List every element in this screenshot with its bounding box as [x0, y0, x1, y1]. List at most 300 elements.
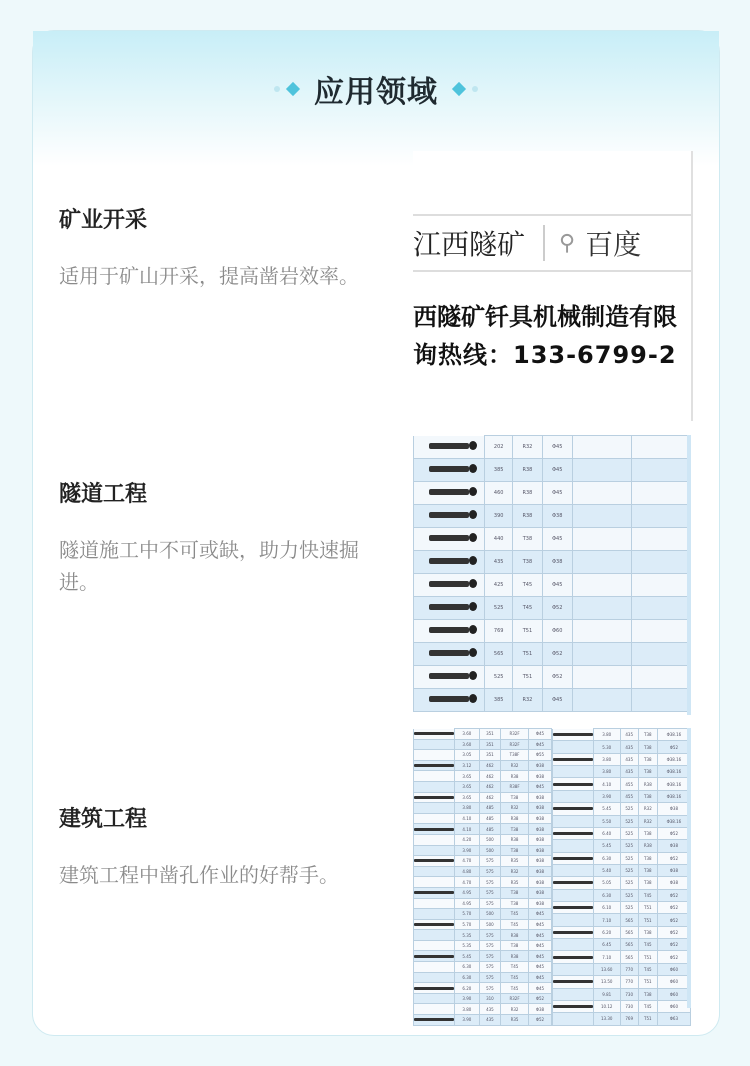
table-row [553, 766, 691, 778]
table-row [553, 951, 691, 963]
table-cell: 385 [485, 459, 513, 482]
application-card [32, 30, 720, 1036]
table-cell: 3.80 [594, 766, 621, 778]
table-cell: 3.90 [455, 845, 480, 856]
table-cell: T38 [638, 741, 657, 753]
table-cell: 435 [479, 1015, 501, 1026]
table-cell: T38 [638, 864, 657, 876]
drill-rod-icon [553, 827, 594, 839]
drill-rod-icon [414, 887, 455, 898]
drill-rod-icon [553, 766, 594, 778]
table-row [414, 1004, 552, 1015]
table-row [414, 845, 552, 856]
table-cell: 435 [620, 766, 638, 778]
table-cell: 4.80 [455, 866, 480, 877]
table-cell: Φ52 [657, 939, 690, 951]
drill-rod-icon [414, 866, 455, 877]
table-cell: 7.10 [594, 914, 621, 926]
drill-rod-icon [414, 551, 485, 574]
table-cell: Φ38 [542, 551, 572, 574]
table-cell: 9.81 [594, 988, 621, 1000]
table-cell [573, 620, 632, 643]
table-cell: R32 [513, 436, 542, 459]
table-cell: R38 [501, 834, 529, 845]
table-cell: 6.45 [594, 939, 621, 951]
table-cell: Φ38.16 [657, 790, 690, 802]
table-cell [632, 528, 691, 551]
hotline-text: 询热线：133-6799-2 [413, 341, 677, 369]
table-cell: Φ45 [542, 482, 572, 505]
drill-rod-icon [414, 459, 485, 482]
table-row [414, 962, 552, 973]
table-cell: Φ52 [657, 827, 690, 839]
table-cell: 575 [479, 877, 501, 888]
table-cell: 3.90 [594, 790, 621, 802]
table-cell: Φ38 [528, 887, 551, 898]
product-table-image-2 [413, 728, 691, 1023]
table-cell: 5.70 [455, 919, 480, 930]
item-heading: 建筑工程 [59, 807, 148, 832]
table-cell [573, 551, 632, 574]
table-cell: 5.45 [455, 951, 480, 962]
table-cell: Φ45 [528, 739, 551, 750]
table-cell: 435 [485, 551, 513, 574]
table-cell: 351 [479, 750, 501, 761]
table-cell: 425 [485, 574, 513, 597]
table-cell: 565 [620, 951, 638, 963]
table-cell: 565 [485, 643, 513, 666]
table-cell: T45 [501, 972, 529, 983]
table-cell: 13.50 [594, 976, 621, 988]
table-cell: 440 [485, 528, 513, 551]
table-cell: 3.90 [455, 993, 480, 1004]
drill-rod-icon [553, 803, 594, 815]
table-cell: Φ55 [528, 750, 551, 761]
drill-rod-icon [414, 962, 455, 973]
table-cell [632, 574, 691, 597]
table-cell: 575 [479, 866, 501, 877]
table-cell: 525 [620, 840, 638, 852]
table-cell: 3.12 [455, 760, 480, 771]
table-row [553, 864, 691, 876]
table-cell: 575 [479, 930, 501, 941]
table-cell: 5.45 [594, 840, 621, 852]
table-cell: T51 [638, 976, 657, 988]
table-cell: 3.60 [455, 739, 480, 750]
table-row [414, 983, 552, 994]
table-row [553, 741, 691, 753]
table-cell: T51 [638, 902, 657, 914]
table-cell: 3.80 [594, 729, 621, 741]
table-cell: T45 [638, 963, 657, 975]
table-cell: Φ38 [528, 877, 551, 888]
table-row [553, 815, 691, 827]
table-cell: 525 [485, 666, 513, 689]
table-cell: 525 [620, 827, 638, 839]
drill-rod-icon [414, 597, 485, 620]
table-cell: Φ52 [657, 951, 690, 963]
table-cell: 5.45 [594, 803, 621, 815]
drill-rod-icon [414, 760, 455, 771]
table-cell: 500 [479, 834, 501, 845]
table-cell: R32F [501, 993, 529, 1004]
table-cell: Φ38.16 [657, 729, 690, 741]
drill-rod-icon [414, 729, 455, 740]
table-row [414, 930, 552, 941]
table-cell: 769 [485, 620, 513, 643]
table-cell: 462 [479, 760, 501, 771]
table-cell: T38 [501, 792, 529, 803]
table-cell: 3.80 [455, 803, 480, 814]
table-cell: R32 [638, 803, 657, 815]
drill-rod-icon [553, 877, 594, 889]
drill-rod-icon [553, 778, 594, 790]
table-cell: Φ52 [657, 914, 690, 926]
table-cell: Φ52 [657, 889, 690, 901]
table-cell: Φ45 [528, 940, 551, 951]
table-cell: Φ52 [528, 1015, 551, 1026]
table-cell: Φ45 [528, 729, 551, 740]
table-cell: Φ52 [542, 643, 572, 666]
table-cell: 575 [479, 856, 501, 867]
table-cell: 770 [620, 963, 638, 975]
table-cell: Φ38 [528, 824, 551, 835]
table-cell [632, 620, 691, 643]
table-cell: 435 [620, 753, 638, 765]
drill-rod-icon [414, 856, 455, 867]
table-cell: 565 [620, 939, 638, 951]
table-cell: 575 [479, 962, 501, 973]
table-cell: 525 [620, 889, 638, 901]
table-cell: R32F [501, 729, 529, 740]
table-row [553, 827, 691, 839]
table-cell [632, 505, 691, 528]
table-cell: 485 [479, 824, 501, 835]
table-row [553, 976, 691, 988]
table-row [414, 436, 691, 459]
spec-table-1 [413, 435, 691, 712]
drill-rod-icon [414, 643, 485, 666]
table-cell: 385 [485, 689, 513, 712]
table-row [414, 1015, 552, 1026]
table-cell: Φ45 [542, 528, 572, 551]
drill-rod-icon [553, 864, 594, 876]
drill-rod-icon [414, 919, 455, 930]
table-cell: T38F [501, 750, 529, 761]
table-cell: 455 [620, 790, 638, 802]
table-cell: 3.65 [455, 781, 480, 792]
table-cell: 455 [620, 778, 638, 790]
table-cell: 485 [479, 813, 501, 824]
table-row [553, 803, 691, 815]
table-row [553, 988, 691, 1000]
table-cell [573, 482, 632, 505]
table-cell: Φ38 [528, 760, 551, 771]
table-cell: T38 [638, 729, 657, 741]
drill-rod-icon [553, 902, 594, 914]
table-cell [632, 436, 691, 459]
drill-rod-icon [553, 852, 594, 864]
drill-rod-icon [553, 914, 594, 926]
table-cell: T38 [501, 898, 529, 909]
table-cell: T38 [638, 790, 657, 802]
table-cell: T45 [501, 919, 529, 930]
drill-rod-icon [414, 792, 455, 803]
table-cell: 3.05 [455, 750, 480, 761]
drill-rod-icon [414, 877, 455, 888]
table-row [553, 778, 691, 790]
table-cell [632, 689, 691, 712]
table-cell: R38 [501, 813, 529, 824]
table-row [553, 914, 691, 926]
table-row [414, 574, 691, 597]
table-cell: 525 [620, 902, 638, 914]
table-row [414, 877, 552, 888]
table-cell: 6.30 [594, 889, 621, 901]
table-cell: 5.40 [594, 864, 621, 876]
drill-rod-icon [553, 963, 594, 975]
table-cell: Φ45 [542, 574, 572, 597]
table-cell: T45 [501, 983, 529, 994]
table-cell: 435 [620, 741, 638, 753]
drill-rod-icon [553, 753, 594, 765]
drill-rod-icon [553, 939, 594, 951]
table-row [414, 771, 552, 782]
table-row [553, 1000, 691, 1012]
table-cell: 4.10 [455, 813, 480, 824]
table-cell: Φ52 [542, 666, 572, 689]
table-cell: Φ38.16 [657, 766, 690, 778]
table-cell: 6.20 [594, 926, 621, 938]
table-row [553, 729, 691, 741]
drill-rod-icon [414, 482, 485, 505]
table-cell [573, 459, 632, 482]
table-cell: T38 [638, 877, 657, 889]
drill-rod-icon [553, 926, 594, 938]
drill-rod-icon [414, 739, 455, 750]
table-cell: Φ52 [542, 597, 572, 620]
table-row [414, 551, 691, 574]
table-cell: T38 [638, 766, 657, 778]
table-cell: 3.65 [455, 771, 480, 782]
table-row [553, 790, 691, 802]
table-cell: T45 [513, 597, 542, 620]
table-cell: T38 [501, 887, 529, 898]
drill-rod-icon [553, 976, 594, 988]
product-table-image-1 [413, 435, 691, 715]
table-cell: Φ45 [528, 909, 551, 920]
table-cell: 5.35 [455, 930, 480, 941]
spec-table-2-left [413, 728, 552, 1026]
table-cell: 4.95 [455, 887, 480, 898]
table-cell: T38 [638, 827, 657, 839]
drill-rod-icon [414, 972, 455, 983]
table-cell: 462 [479, 792, 501, 803]
item-description: 适用于矿山开采，提高凿岩效率。 [59, 264, 359, 288]
table-cell: 5.30 [594, 741, 621, 753]
table-cell: 390 [485, 505, 513, 528]
table-cell: R32 [501, 760, 529, 771]
table-cell: T38 [638, 988, 657, 1000]
drill-rod-icon [414, 1004, 455, 1015]
table-cell: 3.60 [455, 729, 480, 740]
table-cell: R38 [513, 459, 542, 482]
table-cell: Φ45 [528, 930, 551, 941]
company-name: 西隧矿钎具机械制造有限 [413, 303, 677, 331]
drill-rod-icon [414, 834, 455, 845]
table-cell: 4.10 [594, 778, 621, 790]
table-cell: 485 [479, 803, 501, 814]
table-cell: Φ38 [528, 803, 551, 814]
table-cell: Φ45 [542, 459, 572, 482]
table-row [414, 597, 691, 620]
table-cell: T38 [501, 845, 529, 856]
table-row [414, 940, 552, 951]
table-cell: T38 [638, 852, 657, 864]
table-cell [573, 528, 632, 551]
search-bar [413, 214, 691, 272]
table-row [414, 834, 552, 845]
drill-rod-icon [414, 1015, 455, 1026]
drill-rod-icon [553, 741, 594, 753]
table-cell: Φ52 [657, 852, 690, 864]
table-cell: 435 [620, 729, 638, 741]
table-cell: 730 [620, 988, 638, 1000]
drill-rod-icon [553, 790, 594, 802]
drill-rod-icon [414, 436, 485, 459]
drill-rod-icon [414, 813, 455, 824]
table-cell: R32 [501, 803, 529, 814]
table-cell: T45 [638, 939, 657, 951]
table-cell: T38 [638, 926, 657, 938]
table-cell [573, 689, 632, 712]
table-cell: 525 [485, 597, 513, 620]
table-row [414, 919, 552, 930]
table-row [553, 852, 691, 864]
table-row [414, 781, 552, 792]
right-decoration-icon [450, 84, 482, 94]
table-cell: Φ45 [528, 962, 551, 973]
table-cell: T51 [513, 643, 542, 666]
search-button-text: 百度 [585, 228, 642, 261]
table-cell: R38 [501, 771, 529, 782]
table-cell: 525 [620, 815, 638, 827]
item-heading: 隧道工程 [59, 482, 148, 507]
table-cell [573, 666, 632, 689]
drill-rod-icon [414, 750, 455, 761]
table-cell: T45 [501, 909, 529, 920]
table-cell: T51 [638, 951, 657, 963]
table-cell: T51 [513, 620, 542, 643]
section-title: 应用领域 [314, 75, 438, 110]
table-cell: 5.50 [594, 815, 621, 827]
table-cell: 4.70 [455, 877, 480, 888]
table-row [414, 887, 552, 898]
table-cell: 13.60 [594, 963, 621, 975]
table-row [414, 528, 691, 551]
table-cell: Φ60 [657, 988, 690, 1000]
drill-rod-icon [414, 528, 485, 551]
table-cell [573, 574, 632, 597]
table-cell: Φ38 [657, 864, 690, 876]
table-row [414, 909, 552, 920]
table-cell: Φ52 [657, 926, 690, 938]
drill-rod-icon [414, 574, 485, 597]
table-cell: Φ45 [528, 972, 551, 983]
table-cell: T45 [638, 889, 657, 901]
table-row [414, 898, 552, 909]
table-cell: Φ45 [542, 689, 572, 712]
table-cell: 460 [485, 482, 513, 505]
table-cell [573, 643, 632, 666]
table-cell: R38 [501, 951, 529, 962]
table-row [414, 824, 552, 835]
table-cell: R32F [501, 739, 529, 750]
table-cell: R35 [501, 856, 529, 867]
table-cell [632, 643, 691, 666]
table-cell: R32 [501, 1004, 529, 1015]
table-cell: T51 [513, 666, 542, 689]
drill-rod-icon [414, 689, 485, 712]
table-cell: T51 [638, 914, 657, 926]
drill-rod-icon [414, 898, 455, 909]
table-cell: Φ38 [528, 845, 551, 856]
table-row [414, 729, 552, 740]
table-cell: 500 [479, 919, 501, 930]
table-cell [632, 482, 691, 505]
table-cell: 4.20 [455, 834, 480, 845]
left-decoration-icon [270, 84, 302, 94]
drill-rod-icon [414, 505, 485, 528]
table-row [414, 760, 552, 771]
table-cell: T51 [638, 1013, 657, 1025]
table-cell: Φ38 [528, 792, 551, 803]
drill-rod-icon [414, 666, 485, 689]
table-row [414, 803, 552, 814]
table-cell: 13.30 [594, 1013, 621, 1025]
table-row [414, 856, 552, 867]
drill-rod-icon [414, 771, 455, 782]
table-cell: T38 [513, 528, 542, 551]
drill-rod-icon [553, 815, 594, 827]
table-cell: T38 [513, 551, 542, 574]
table-cell: 10.12 [594, 1000, 621, 1012]
table-cell: Φ52 [657, 741, 690, 753]
drill-rod-icon [553, 840, 594, 852]
table-cell: 6.20 [455, 983, 480, 994]
table-row [553, 753, 691, 765]
table-row [414, 643, 691, 666]
table-cell: Φ38.16 [657, 815, 690, 827]
table-cell: Φ38 [528, 866, 551, 877]
table-cell [573, 597, 632, 620]
drill-rod-icon [553, 729, 594, 741]
table-cell: 500 [479, 909, 501, 920]
table-cell: 6.30 [594, 852, 621, 864]
table-cell: 5.35 [455, 940, 480, 951]
table-cell: T38 [501, 940, 529, 951]
table-cell: Φ38 [528, 771, 551, 782]
table-cell: Φ38 [542, 505, 572, 528]
table-cell: R32 [501, 866, 529, 877]
table-cell: 6.10 [594, 902, 621, 914]
table-cell: 462 [479, 781, 501, 792]
table-cell [632, 459, 691, 482]
table-cell: Φ63 [657, 1013, 690, 1025]
drill-rod-icon [414, 940, 455, 951]
table-row [414, 739, 552, 750]
table-row [414, 482, 691, 505]
